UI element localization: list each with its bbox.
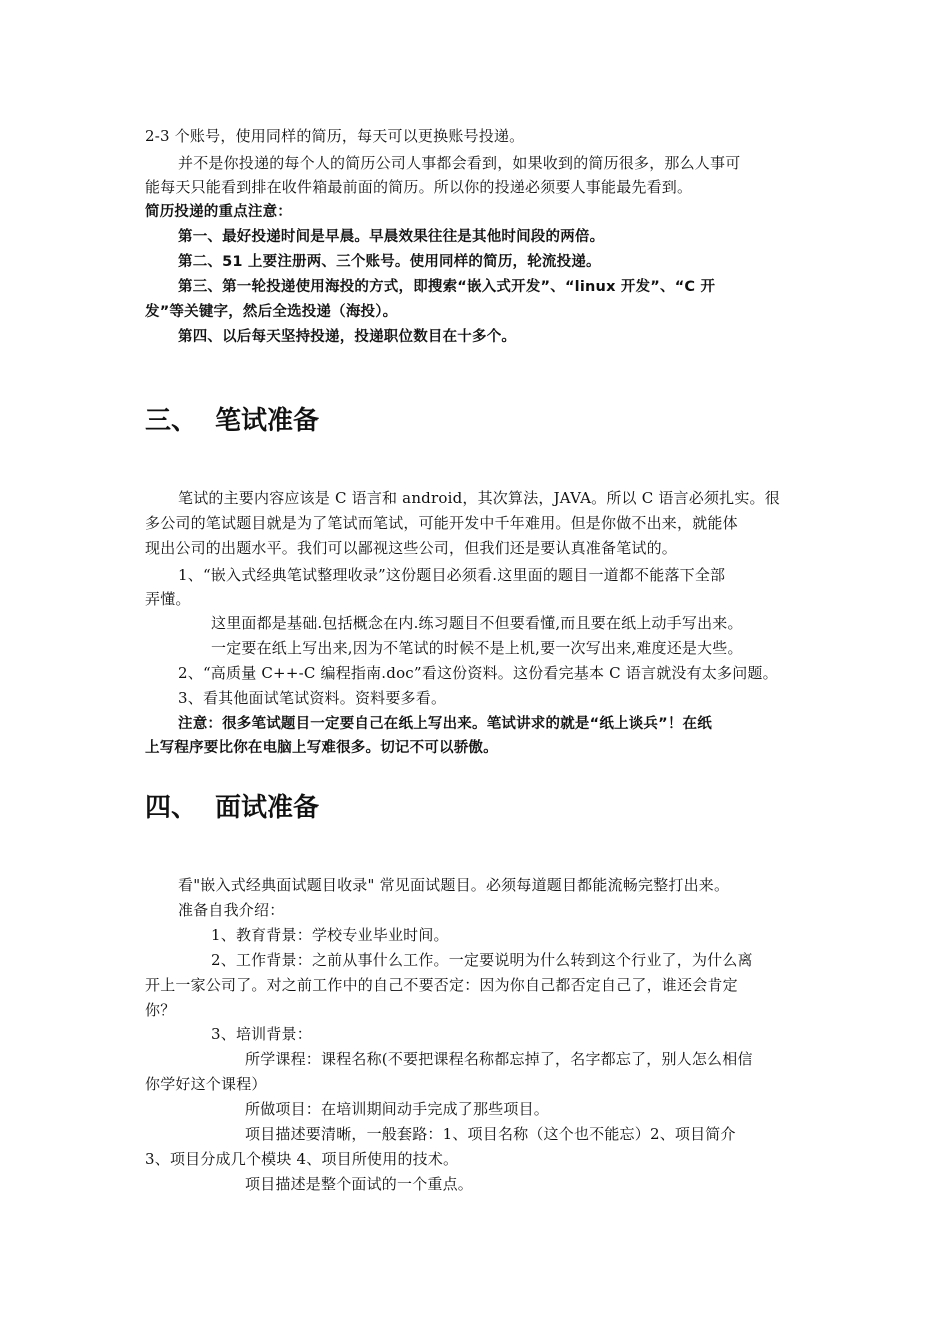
heading-text: 面试准备: [215, 793, 320, 823]
text-line: 所做项目：在培训期间动手完成了那些项目。: [245, 1100, 550, 1118]
text-line: 现出公司的出题水平。我们可以鄙视这些公司，但我们还是要认真准备笔试的。: [145, 539, 678, 557]
text-line: 你？: [145, 1001, 176, 1019]
text-line: 多公司的笔试题目就是为了笔试而笔试，可能开发中千年难用。但是你做不出来，就能体: [145, 514, 738, 532]
text-line: 3、培训背景：: [211, 1025, 312, 1043]
bold-text-line: 第一、最好投递时间是早晨。早晨效果往往是其他时间段的两倍。: [178, 229, 605, 245]
section-heading-3: [145, 404, 319, 438]
text-line: 项目描述是整个面试的一个重点。: [245, 1175, 474, 1193]
bold-text-line: 第二、51 上要注册两、三个账号。使用同样的简历，轮流投递。: [178, 254, 601, 270]
text-line: 所学课程：课程名称(不要把课程名称都忘掉了，名字都忘了，别人怎么相信: [245, 1050, 753, 1068]
text-line: 3、看其他面试笔试资料。资料要多看。: [178, 689, 447, 707]
text-line: 1、“嵌入式经典笔试整理收录”这份题目必须看.这里面的题目一道都不能落下全部: [178, 566, 726, 584]
bold-text-line: 上写程序要比你在电脑上写难很多。切记不可以骄傲。: [145, 740, 498, 756]
text-line: 你学好这个课程）: [145, 1075, 267, 1093]
text-line: 这里面都是基础.包括概念在内.练习题目不但要看懂,而且要在纸上动手写出来。: [211, 614, 743, 632]
bold-text-line: 第三、第一轮投递使用海投的方式，即搜索“嵌入式开发”、“linux 开发”、“C 开: [178, 279, 716, 295]
bold-text-line: 注意：很多笔试题目一定要自己在纸上写出来。笔试讲求的就是“纸上谈兵”！在纸: [178, 716, 712, 732]
heading-number: 四、: [145, 793, 198, 823]
text-line: 2、“高质量 C++-C 编程指南.doc”看这份资料。这份看完基本 C 语言就没有太多问题。: [178, 664, 778, 682]
heading-text: 笔试准备: [215, 406, 320, 436]
text-line: 开上一家公司了。对之前工作中的自己不要否定：因为你自己都否定自己了，谁还会肯定: [145, 976, 738, 994]
text-line: 项目描述要清晰，一般套路：1、项目名称（这个也不能忘）2、项目简介: [245, 1125, 736, 1143]
text-line: 能每天只能看到排在收件箱最前面的简历。所以你的投递必须要人事能最先看到。: [145, 178, 693, 196]
section-heading-4: [145, 791, 319, 825]
text-line: 看"嵌入式经典面试题目收录" 常见面试题目。必须每道题目都能流畅完整打出来。: [178, 876, 730, 894]
text-line: 并不是你投递的每个人的简历公司人事都会看到，如果收到的简历很多，那么人事可: [178, 154, 741, 172]
text-line: 弄懂。: [145, 590, 191, 608]
text-line: 笔试的主要内容应该是 C 语言和 android，其次算法，JAVA。所以 C 语言必须扎实。很: [178, 489, 780, 507]
bold-subheading: 简历投递的重点注意：: [145, 204, 292, 220]
text-line: 准备自我介绍：: [178, 901, 285, 919]
text-line: 2-3 个账号，使用同样的简历，每天可以更换账号投递。: [145, 127, 525, 145]
text-line: 3、项目分成几个模块 4、项目所使用的技术。: [145, 1150, 459, 1168]
text-line: 一定要在纸上写出来,因为不笔试的时候不是上机,要一次写出来,难度还是大些。: [211, 639, 743, 657]
bold-text-line: 发”等关键字，然后全选投递（海投）。: [145, 304, 398, 320]
bold-text-line: 第四、以后每天坚持投递，投递职位数目在十多个。: [178, 329, 517, 345]
heading-number: 三、: [145, 406, 198, 436]
text-line: 1、教育背景：学校专业毕业时间。: [211, 926, 449, 944]
text-line: 2、工作背景：之前从事什么工作。一定要说明为什么转到这个行业了，为什么离: [211, 951, 753, 969]
